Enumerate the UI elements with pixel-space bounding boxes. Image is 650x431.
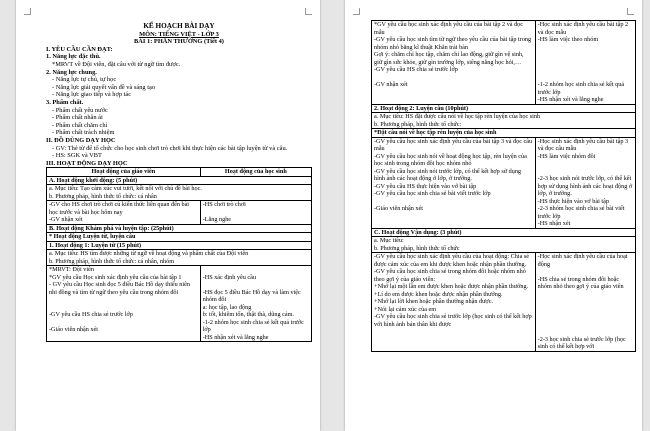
page-2-content xyxy=(371,20,636,352)
activity-table-continued xyxy=(371,20,636,352)
table-row xyxy=(47,176,312,185)
objective-cell: a. Mục tiêu: HS đặt được câu nói về học tập rèn luyện của học sinh b. Phương pháp, hình thức tổ chức: xyxy=(372,113,636,129)
table-row xyxy=(47,250,312,266)
objective-line: *MRVT về Đội viên, đặt câu với từ ngữ tìm được. xyxy=(52,60,181,68)
student-activity-cell: -HS chơi trò chơi -Lắng nghe xyxy=(200,201,311,225)
margin-corner-mark xyxy=(24,8,31,15)
objective-line: - Phẩm chất yêu nước xyxy=(52,106,108,114)
table-row xyxy=(372,237,636,253)
page-2 xyxy=(345,0,642,431)
teacher-activity-cell: *GV yêu cầu học sinh xác định yêu cầu của bài tập 2 và đọc mẫu -GV yêu cầu học sinh tìm từ ngữ theo yêu cầu của bài tập trong nhóm nhỏ bằng kĩ thuật Khăn trải bàn Gợi ý: chăm chỉ học tập, chăm chỉ lao động, giữ gìn vệ sinh, giữ gìn sức khỏe, giữ gìn trường lớp, siêng năng học hỏi,… -GV yêu cầu HS chia sẻ trước lớp -GV nhận xét xyxy=(372,21,536,105)
objective-line: II. ĐỒ DÙNG DẠY HỌC xyxy=(46,136,116,144)
table-row xyxy=(372,113,636,129)
objective-cell: a. Mục tiêu: Tạo cảm xúc vui tươi, kết nối với chủ đề bài học. b. Phương pháp, hình thức tổ chức: cá nhân xyxy=(47,185,312,201)
objective-line: I. YÊU CẦU CẦN ĐẠT: xyxy=(46,45,113,53)
table-row xyxy=(372,253,636,352)
objective-line: - Năng lực tự chủ, tự học xyxy=(52,76,117,84)
teacher-activity-cell: *MRVT: Đội viên *GV yêu cầu Học sinh xác định yêu cầu của bài tập 1 - GV yêu cầu Học sinh đọc 5 điều Bác Hồ dạy thiếu niên nhi đồng và tìm từ ngữ theo yêu cầu trong nhóm đôi -GV yêu cầu HS chia sẻ trước lớp -Giáo viên nhận xét xyxy=(47,266,201,342)
table-row xyxy=(47,266,312,342)
doc-title: KẾ HOẠCH BÀI DẠY xyxy=(143,22,215,30)
margin-corner-mark xyxy=(353,8,360,15)
student-activity-cell: -Học sinh xác định yêu cầu của hoạt động -HS chia sẻ trong nhóm đôi hoặc nhóm nhỏ theo gợi ý của giáo viên -2-3 học sinh chia sẻ trước lớp (học sinh có thể kết hợp với xyxy=(535,253,635,352)
objective-line: 2. Năng lực chung. xyxy=(46,68,97,76)
margin-corner-mark xyxy=(627,8,634,15)
objective-line: - GV: Thẻ từ để tổ chức cho học sinh chơi trò chơi khi thực hiện các bài tập luyện từ và câu. xyxy=(52,144,288,152)
lesson-title: BÀI 1: PHẦN THƯỞNG (Tiết 4) xyxy=(134,38,224,46)
table-row xyxy=(47,233,312,242)
table-row xyxy=(372,137,636,228)
table-row xyxy=(372,21,636,105)
section-heading: A. Hoạt động khởi động: (5 phút) xyxy=(47,176,312,185)
section-heading: 2. Hoạt động 2: Luyện câu (10phút) xyxy=(372,104,636,113)
teacher-activity-cell: -GV yêu cầu học sinh xác định yêu cầu của bài tập 3 và đọc câu mẫu -GV yêu cầu học sinh nói về hoạt động học tập, rèn luyện của học sinh trong nhóm đôi học nhóm nhỏ -GV yêu cầu học sinh nói trước lớp, có thể kết hợp sử dụng hình ảnh các hoạt động ở lớp, ở trường. -GV yêu cầu HS thực hiện vào vở bài tập -GV yêu cầu học sinh chia sẻ bài viết trước lớp -Giáo viên nhận xét xyxy=(372,137,536,228)
objective-line: 3. Phẩm chất. xyxy=(46,98,84,106)
table-row xyxy=(372,104,636,113)
objective-cell: a. Mục tiêu: b. Phương pháp, hình thức tổ chức xyxy=(372,237,636,253)
objective-line: 1. Năng lực đặc thù. xyxy=(46,53,101,61)
objective-line: - Năng lực giải quyết vấn đề và sáng tạo xyxy=(52,83,156,91)
teacher-column-header: Hoạt động của giáo viên xyxy=(47,168,201,177)
section-heading: B. Hoạt động Khám phá và luyện tập: (25phút) xyxy=(47,224,312,233)
table-row xyxy=(47,241,312,250)
section-heading: C. Hoạt động Vận dụng: (3 phút) xyxy=(372,228,636,237)
table-row xyxy=(47,224,312,233)
objective-line: - Phẩm chất trách nhiệm xyxy=(52,129,115,137)
teacher-activity-cell: -GV yêu cầu học sinh xác định yêu cầu của hoạt động: Chia sẻ được cảm xúc của em khi được khen hoặc nhận phần thưởng. -GV yêu cầu học sinh chia sẻ trong nhóm đôi hoặc nhóm nhỏ theo gợi ý của giáo viên: +Nhớ lại một lần em được khen hoặc được nhận phần thưởng. +Lí do em được khen hoặc được nhận phần thưởng. +Nhớ lại lời khen hoặc phần thưởng nhận được. +Nói lại cảm xúc của em -GV yêu cầu học sinh chia sẻ trước lớp (học sinh có thể kết hợp với hình ảnh bản thân khi được xyxy=(372,253,536,352)
table-row xyxy=(372,129,636,138)
teacher-activity-cell: -GV cho HS chơi trò chơi củ kiến thức liên quan đến bài học trước và bài học hôm nay -GV nhận xét xyxy=(47,201,201,225)
subject-label: MÔN: TIẾNG VIỆT - LỚP 3 xyxy=(139,30,219,38)
table-row xyxy=(372,228,636,237)
activity-table xyxy=(46,167,312,342)
section-heading: 1. Hoạt động 1: Luyện từ (15 phút) xyxy=(47,241,312,250)
section-heading: * Hoạt động Luyện từ, luyện câu xyxy=(47,233,312,242)
objective-cell: a. Mục tiêu: HS tìm được những từ ngữ về hoạt động và phẩm chất của Đội viên b. Phương pháp, hình thức tổ chức: cá nhân, nhóm xyxy=(47,250,312,266)
margin-corner-mark xyxy=(305,8,312,15)
objectives-section xyxy=(46,46,312,168)
page-1 xyxy=(16,0,320,431)
page-1-content xyxy=(46,22,312,342)
student-column-header: Hoạt động của học sinh xyxy=(200,168,311,177)
objective-line: - HS: SGK và VBT xyxy=(52,152,102,160)
student-activity-cell: -HS xác định yêu cầu -HS đọc 5 điều Bác Hồ dạy và làm việc nhóm đôi a: học tập, lao động b: tốt, khiêm tốn, thật thà, dũng cảm. -1-2 nhóm học sinh chia sẻ kết quả trước lớp -HS nhận xét và lắng nghe xyxy=(200,266,311,342)
section-heading: *Đặt câu nói về học tập rèn luyện của học sinh xyxy=(372,129,636,138)
student-activity-cell: -Học sinh xác định yêu cầu bài tập 2 và đọc mẫu -HS làm việc theo nhóm -1-2 nhóm học sinh chia sẻ kết quả trước lớp -HS nhận xét và lắng nghe xyxy=(535,21,635,105)
table-row xyxy=(47,185,312,201)
objective-line: - Phẩm chất nhân ái xyxy=(52,114,103,122)
table-row xyxy=(47,201,312,225)
objective-line: - Phẩm chất chăm chỉ xyxy=(52,121,108,129)
objective-line: - Năng lực giao tiếp và hợp tác xyxy=(52,91,132,99)
objective-line: III. HOẠT ĐỘNG DẠY HỌC xyxy=(46,159,128,167)
student-activity-cell: -Học sinh xác định yêu cầu bài tập 3 và đọc câu mẫu -HS làm việc nhóm đôi -2-3 học sinh nói trước lớp, có thể kết hợp sử dụng hình ảnh các hoạt động ở lớp, ở trường. -HS thực hiện vào vở bài tập -2-3 nhóm học sinh chia sẻ bài viết trước lớp -HS nhận xét xyxy=(535,137,635,228)
